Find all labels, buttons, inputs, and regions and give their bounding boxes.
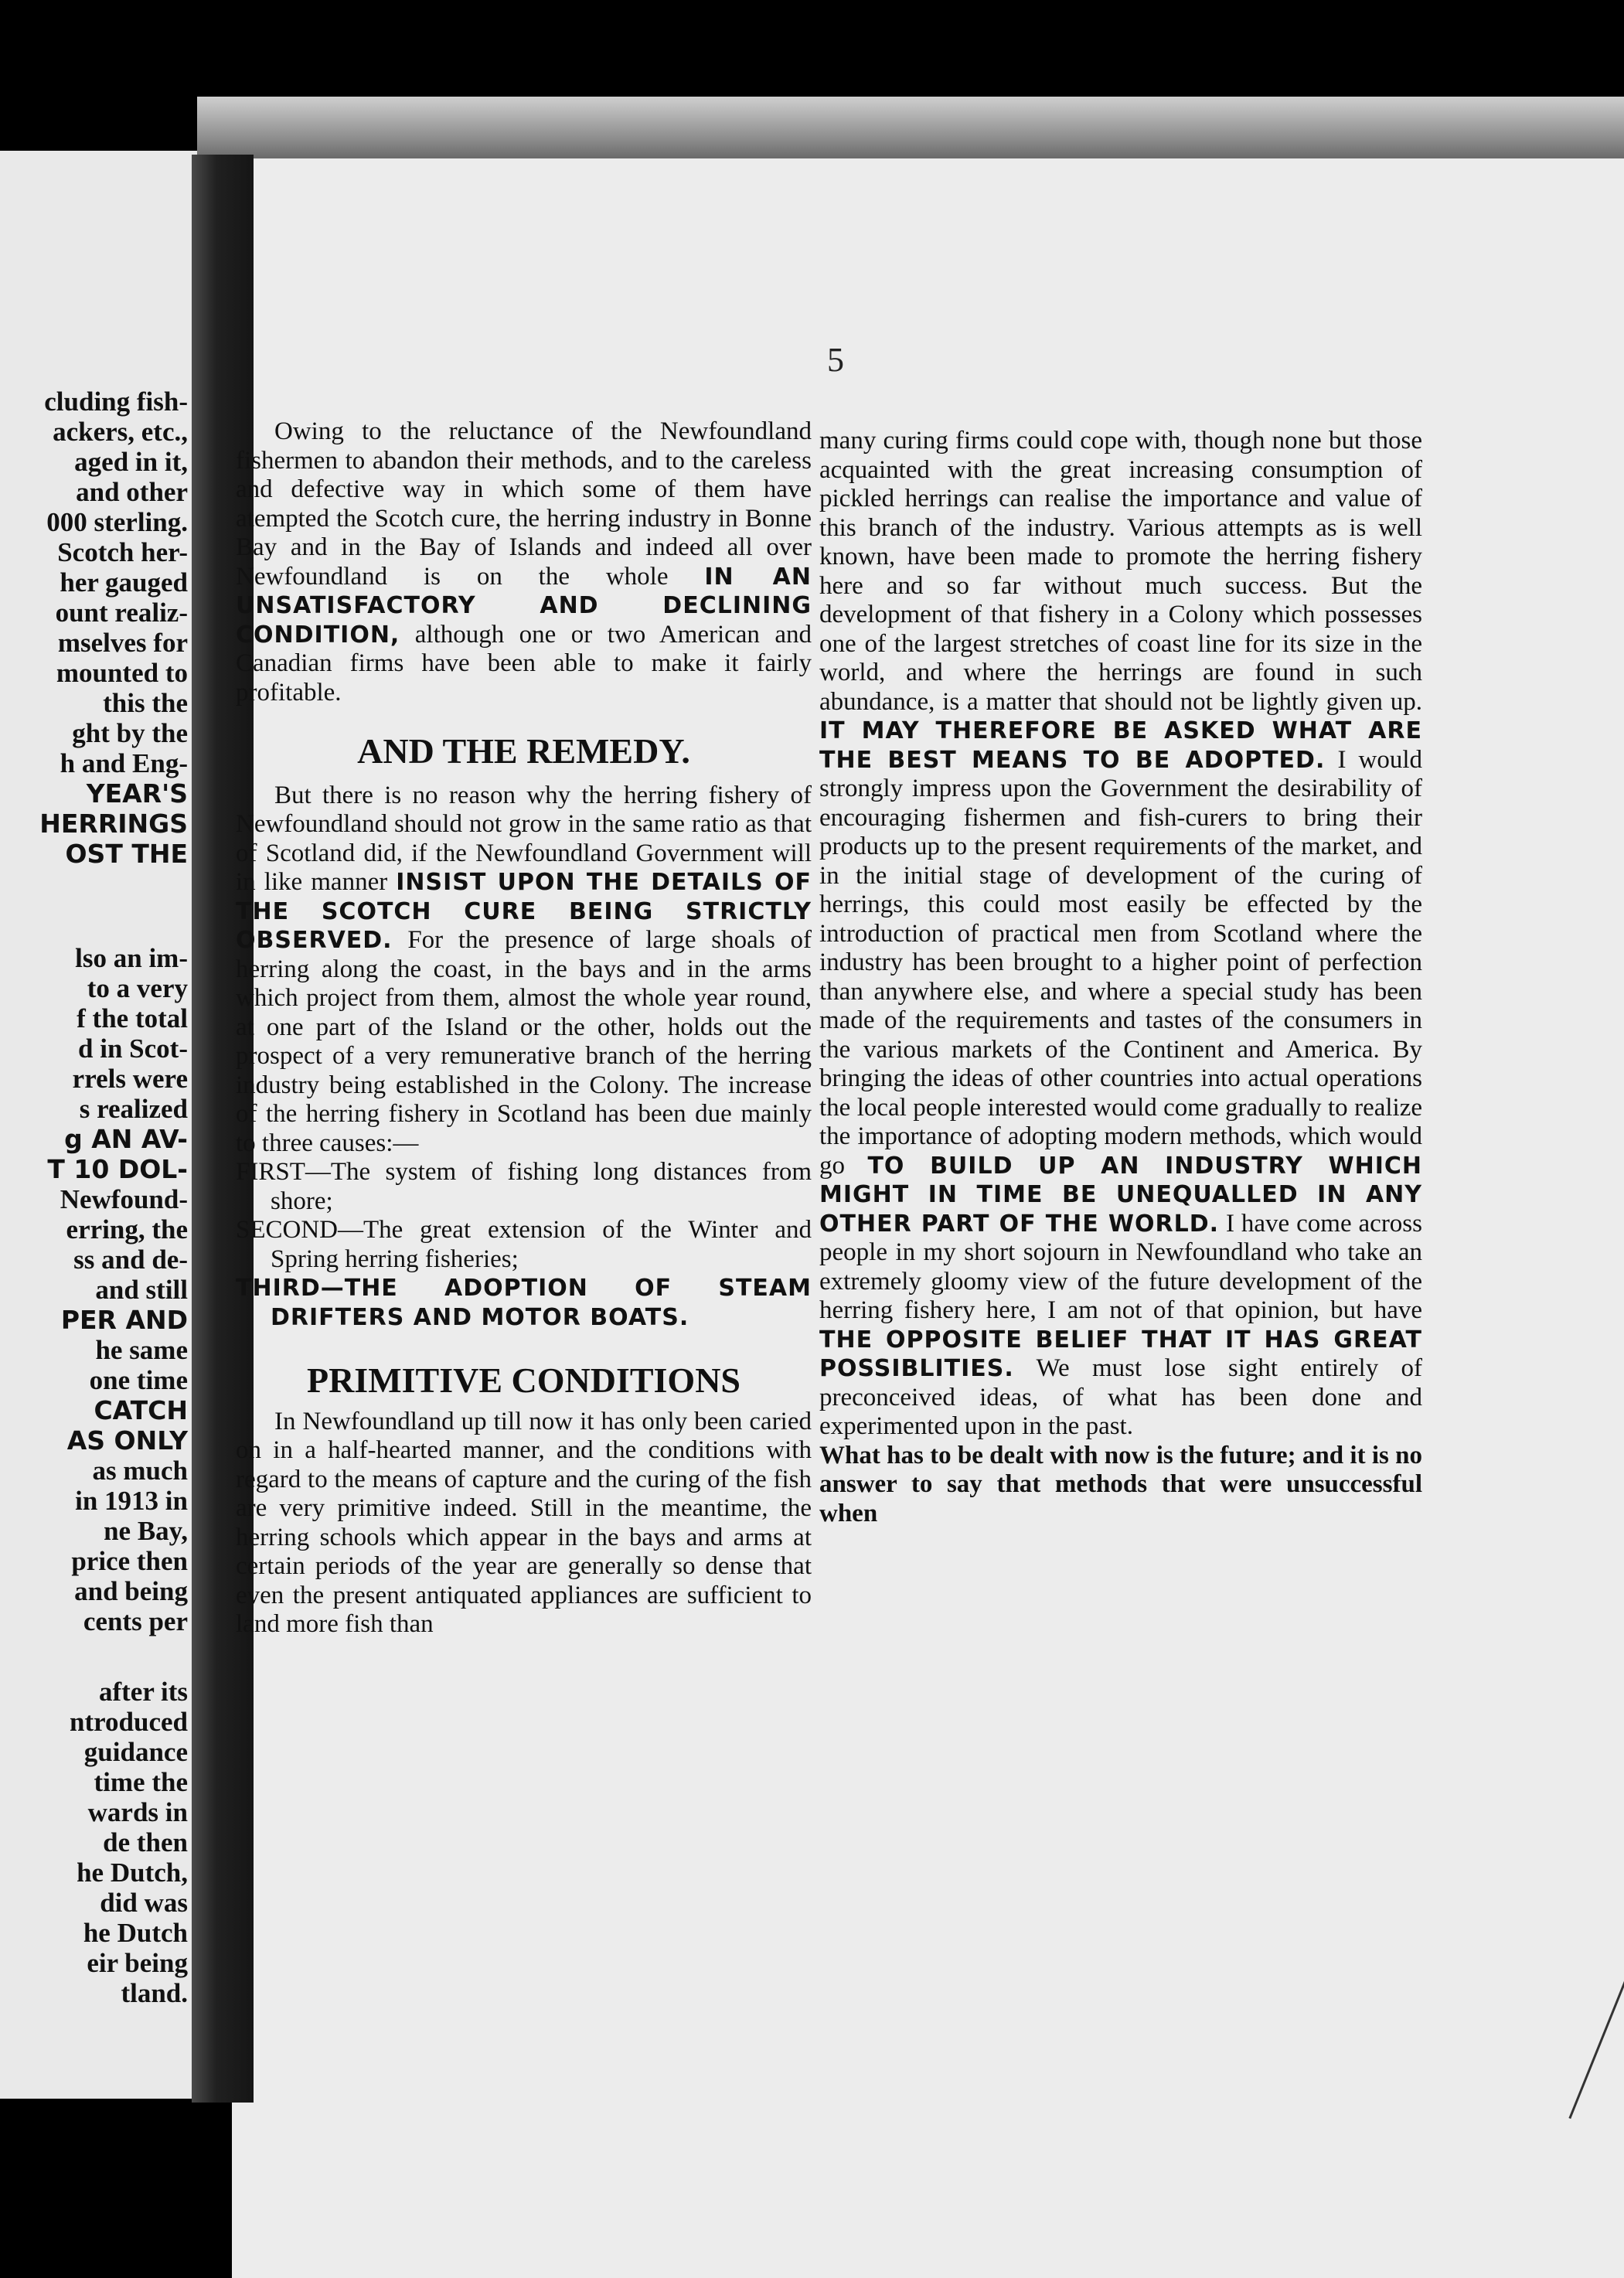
left-line: Scotch her- — [57, 537, 188, 567]
cause-third: THIRD—THE ADOPTION OF STEAM DRIFTERS AND MOTOR BOATS. — [236, 1275, 812, 1331]
left-page-column — [0, 386, 188, 2008]
left-line: erring, the — [66, 1214, 188, 1245]
left-line: 000 sterling. — [46, 507, 188, 537]
left-line: cents per — [83, 1606, 188, 1636]
paragraph-1 — [236, 417, 812, 707]
left-line: did was — [100, 1888, 188, 1918]
left-line: he same — [95, 1335, 188, 1365]
left-line: cluding fish- — [44, 386, 188, 417]
cause-second: SECOND—The great extension of the Winter and Spring herring fisheries; — [236, 1216, 812, 1273]
left-line: guidance — [83, 1737, 188, 1767]
text: We must lose sight entirely of preconceived ideas, of what has been done and experimented upon in the past. — [819, 1354, 1422, 1440]
left-line: T 10 DOL- — [47, 1154, 188, 1184]
left-line: wards in — [87, 1797, 188, 1827]
left-line: ne Bay, — [104, 1516, 188, 1546]
left-line: he Dutch — [83, 1918, 188, 1948]
page-number: 5 — [827, 341, 844, 379]
left-line: he Dutch, — [77, 1857, 188, 1888]
emphasis-text: INSIST UPON THE DETAILS OF THE SCOTCH CURE BEING STRICTLY OBSERVED. — [236, 869, 812, 954]
left-line: ght by the — [72, 718, 188, 748]
left-line: and being — [74, 1576, 188, 1606]
text: many curing firms could cope with, though none but those acquainted with the great increasing consumption of pickled herrings can realise the importance and value of this branch of the industry. Various attempts as is well known, have been made to promote the herring fishery here and so far without much success. But the development of that fishery in a Colony which possesses one of the largest stretches of coast line for its size in the world, and where the herrings are found in such abundance, is a matter that should not be lightly given up. — [819, 427, 1422, 716]
left-line: and still — [95, 1275, 188, 1305]
left-line: ss and de- — [73, 1245, 188, 1275]
left-line: one time — [89, 1365, 188, 1395]
left-line: de then — [103, 1827, 188, 1857]
left-line: rrels were — [72, 1064, 188, 1094]
left-page — [0, 151, 197, 2099]
left-line: time the — [94, 1767, 188, 1797]
left-line: as much — [92, 1456, 188, 1486]
left-line: mselves for — [57, 628, 188, 658]
left-line: f the total — [77, 1003, 188, 1033]
left-line: ackers, etc., — [53, 417, 188, 447]
paragraph-4 — [819, 427, 1422, 1442]
left-line: and other — [76, 477, 188, 507]
left-line: Newfound- — [60, 1184, 188, 1214]
article-column-1 — [236, 417, 812, 1640]
left-line: price then — [71, 1546, 188, 1576]
left-line: tland. — [121, 1978, 188, 2008]
text: I have come across people in my short sojourn in Newfoundland who take an extremely gloomy view of the future development of the herring fishery here, I am not of that opinion, but have — [819, 1209, 1422, 1324]
left-line: aged in it, — [74, 447, 188, 477]
text: I would strongly impress upon the Government the desirability of encouraging fishermen and fish-curers to bring their products up to the present requirements of the market, and in the initial stage of development of the curing of herrings, this could most easily be effected by the introduction of practical men from Scotland where the industry has been brought to a higher point of perfection than anywhere else, and where a special study has been made of the requirements and tastes of the consumers in the various markets of the Continent and America. By bringing the ideas of other countries into actual operations the local people interested would come gradually to realize the importance of adopting modern methods, which would go — [819, 745, 1423, 1180]
left-line: h and Eng- — [60, 748, 188, 778]
left-line: ount realiz- — [55, 598, 188, 628]
left-line: AS ONLY — [66, 1425, 188, 1456]
left-line: d in Scot- — [78, 1033, 188, 1064]
left-line: her gauged — [60, 567, 188, 598]
heading-remedy: AND THE REMEDY. — [357, 731, 690, 771]
text: Owing to the reluctance of the Newfoundland fishermen to abandon their methods, and to the careless and defective way in which some of them have atempted the Scotch cure, the herring industry in Bonne Bay and in the Bay of Islands and indeed all over Newfoundland is on the whole — [236, 417, 812, 591]
paragraph-2 — [236, 781, 812, 1159]
left-line: s realized — [79, 1094, 188, 1124]
text: For the presence of large shoals of herring along the coast, in the bays and in the arms which project from them, almost the whole year round, at one part of the Island or the other, holds out the prospect of a very remunerative branch of the herring industry being established in the Colony. The increase of the herring fishery in Scotland has been due mainly to three causes:— — [236, 926, 812, 1157]
paragraph-3: In Newfoundland up till now it has only been caried on in a half-hearted manner, and the conditions with regard to the means of capture and the curing of the fish are very primitive indeed. Still in the meantime, the herring schools which appear in the bays and arms at certain periods of the year are generally so dense that even the present antiquated appliances are sufficient to land more fish than — [236, 1407, 812, 1638]
text: But there is no reason why the herring fishery of Newfoundland should not grow in the same ratio as that of Scotland did, if the Newfoundland Government will in like manner — [236, 781, 812, 896]
emphasis-text: THE OPPOSITE BELIEF THAT IT HAS GREAT POSSIBLITIES. — [819, 1326, 1422, 1382]
left-line: after its — [99, 1677, 188, 1707]
left-line: ntroduced — [70, 1707, 188, 1737]
article-column-2 — [819, 427, 1422, 1528]
left-line: mounted to — [56, 658, 188, 688]
left-line: in 1913 in — [75, 1486, 188, 1516]
left-line: g AN AV- — [64, 1124, 188, 1154]
cause-first: FIRST—The system of fishing long distances from shore; — [236, 1158, 812, 1215]
heading-primitive-conditions: PRIMITIVE CONDITIONS — [306, 1360, 741, 1400]
left-line: lso an im- — [75, 943, 188, 973]
emphasis-text: IN AN UNSATISFACTORY AND DECLINING CONDITION, — [236, 563, 812, 649]
left-line: PER AND — [60, 1305, 188, 1335]
text: although one or two American and Canadian firms have been able to make it fairly profitable. — [236, 620, 812, 707]
emphasis-text: TO BUILD UP AN INDUSTRY WHICH MIGHT IN TIME BE UNEQUALLED IN ANY OTHER PART OF THE WORLD. — [819, 1152, 1422, 1238]
left-line: YEAR'S — [86, 778, 188, 809]
left-line: to a very — [87, 973, 188, 1003]
left-line: CATCH — [94, 1395, 188, 1425]
left-line: this the — [103, 688, 188, 718]
left-line: eir being — [87, 1948, 188, 1978]
emphasis-text: IT MAY THEREFORE BE ASKED WHAT ARE THE BEST MEANS TO BE ADOPTED. — [819, 717, 1422, 774]
left-line: OST THE — [65, 839, 188, 869]
paragraph-5: What has to be dealt with now is the future; and it is no answer to say that methods that were unsuccessful when — [819, 1441, 1422, 1527]
left-line: HERRINGS — [39, 809, 188, 839]
left-heading — [0, 889, 188, 943]
